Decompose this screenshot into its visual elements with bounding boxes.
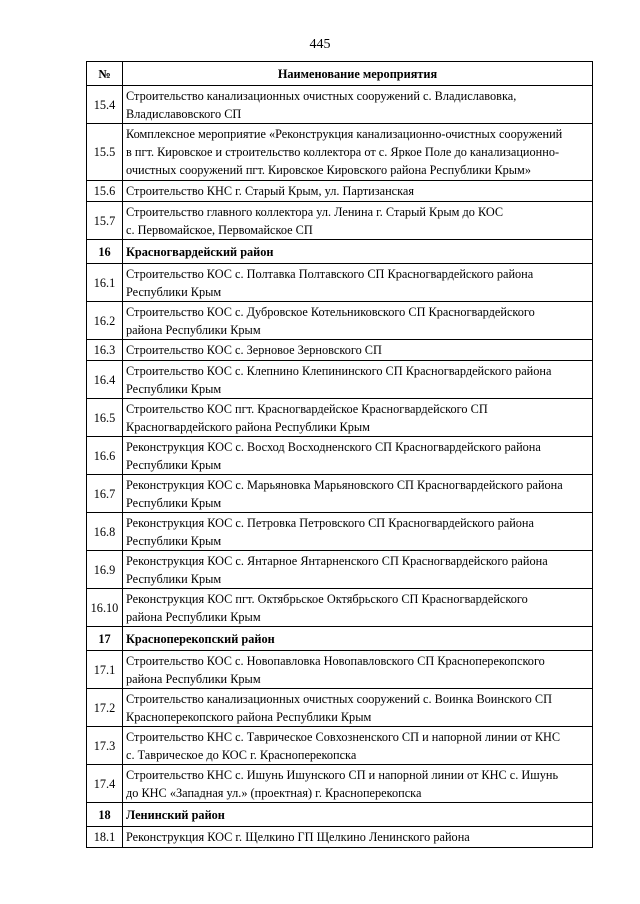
- measure-name: [123, 727, 593, 765]
- row-number: 16: [87, 240, 123, 264]
- measure-name: [123, 589, 593, 627]
- measure-name-line: Красноперекопский район: [126, 631, 275, 646]
- header-number: №: [87, 62, 123, 86]
- measure-name-line: Республики Крым: [126, 533, 222, 548]
- measure-name-line: Республики Крым: [126, 284, 222, 299]
- measure-name: [123, 475, 593, 513]
- measure-name-line: Строительство КНС с. Ишунь Ишунского СП и напорной линии от КНС с. Ишунь: [126, 767, 559, 782]
- measure-name: [123, 437, 593, 475]
- table-row: [87, 361, 593, 399]
- row-number: 16.5: [87, 399, 123, 437]
- row-number: 15.7: [87, 202, 123, 240]
- table-row: [87, 437, 593, 475]
- table-section-row: [87, 803, 593, 827]
- row-number: 16.2: [87, 302, 123, 340]
- measures-table: [86, 61, 593, 848]
- row-number: 16.4: [87, 361, 123, 399]
- measure-name-line: Строительство канализационных очистных сооружений с. Воинка Воинского СП: [126, 691, 552, 706]
- measure-name-line: Строительство КНС г. Старый Крым, ул. Партизанская: [126, 184, 415, 198]
- row-number: 16.10: [87, 589, 123, 627]
- table-row: [87, 689, 593, 727]
- table-row: [87, 340, 593, 361]
- page-number: 445: [309, 37, 331, 52]
- table-row: [87, 181, 593, 202]
- table-row: [87, 589, 593, 627]
- table-body: [87, 86, 593, 848]
- measure-name-line: Строительство канализационных очистных сооружений с. Владиславовка,: [126, 88, 517, 103]
- row-number: 15.4: [87, 86, 123, 124]
- measure-name-line: в пгт. Кировское и строительство коллектора от с. Яркое Поле до канализационно-: [126, 145, 560, 159]
- measure-name-line: Строительство КОС с. Полтавка Полтавского СП Красногвардейского района: [126, 266, 534, 281]
- measure-name: [123, 689, 593, 727]
- measure-name-line: Республики Крым: [126, 381, 222, 396]
- table-row: [87, 651, 593, 689]
- measure-name-line: Реконструкция КОС с. Марьяновка Марьяновского СП Красногвардейского района: [126, 477, 563, 492]
- measure-name: [123, 361, 593, 399]
- row-number: 17.2: [87, 689, 123, 727]
- measure-name-line: района Республики Крым: [126, 322, 261, 337]
- table-row: [87, 727, 593, 765]
- row-number: 16.8: [87, 513, 123, 551]
- measure-name: [123, 551, 593, 589]
- measure-name-line: Строительство КОС с. Дубровское Котельниковского СП Красногвардейского: [126, 304, 535, 319]
- measure-name-line: Строительство КОС с. Новопавловка Новопавловского СП Красноперекопского: [126, 653, 545, 668]
- table-row: [87, 827, 593, 848]
- row-number: 16.3: [87, 340, 123, 361]
- measure-name-line: Красноперекопского района Республики Крым: [126, 709, 372, 724]
- section-title: [123, 803, 593, 827]
- measure-name: [123, 302, 593, 340]
- row-number: 17.4: [87, 765, 123, 803]
- measure-name-line: района Республики Крым: [126, 609, 261, 624]
- table-section-row: [87, 627, 593, 651]
- table-row: [87, 264, 593, 302]
- section-title: [123, 627, 593, 651]
- measure-name-line: Реконструкция КОС с. Янтарное Янтарненского СП Красногвардейского района: [126, 553, 548, 568]
- measure-name-line: района Республики Крым: [126, 671, 261, 686]
- row-number: 16.6: [87, 437, 123, 475]
- measure-name: [123, 264, 593, 302]
- table-row: [87, 551, 593, 589]
- measure-name-line: до КНС «Западная ул.» (проектная) г. Красноперекопска: [126, 785, 422, 800]
- measure-name-line: Реконструкция КОС пгт. Октябрьское Октябрьского СП Красногвардейского: [126, 591, 528, 606]
- measure-name: [123, 765, 593, 803]
- measure-name: [123, 124, 593, 181]
- measure-name: [123, 86, 593, 124]
- row-number: 15.6: [87, 181, 123, 202]
- measure-name-line: с. Первомайское, Первомайское СП: [126, 222, 313, 237]
- measure-name: [123, 340, 593, 361]
- measure-name: [123, 827, 593, 848]
- measure-name-line: Комплексное мероприятие «Реконструкция канализационно-очистных сооружений: [126, 127, 563, 141]
- measure-name: [123, 513, 593, 551]
- table-row: [87, 124, 593, 181]
- table-row: [87, 399, 593, 437]
- row-number: 18.1: [87, 827, 123, 848]
- measure-name-line: Строительство КОС с. Клепнино Клепининского СП Красногвардейского района: [126, 363, 552, 378]
- table-row: [87, 513, 593, 551]
- measure-name-line: Строительство КОС пгт. Красногвардейское Красногвардейского СП: [126, 401, 488, 416]
- row-number: 17.1: [87, 651, 123, 689]
- row-number: 18: [87, 803, 123, 827]
- measure-name-line: Республики Крым: [126, 457, 222, 472]
- measure-name: [123, 651, 593, 689]
- measure-name-line: Красногвардейский район: [126, 244, 274, 259]
- header-measure-name: Наименование мероприятия: [123, 62, 593, 86]
- row-number: 17.3: [87, 727, 123, 765]
- row-number: 15.5: [87, 124, 123, 181]
- measure-name-line: Реконструкция КОС г. Щелкино ГП Щелкино Ленинского района: [126, 830, 470, 844]
- row-number: 16.7: [87, 475, 123, 513]
- measure-name-line: с. Таврическое до КОС г. Красноперекопска: [126, 747, 357, 762]
- table-row: [87, 202, 593, 240]
- row-number: 16.1: [87, 264, 123, 302]
- measure-name-line: Республики Крым: [126, 495, 222, 510]
- measure-name-line: Республики Крым: [126, 571, 222, 586]
- table-row: [87, 475, 593, 513]
- measure-name-line: очистных сооружений пгт. Кировское Кировского района Республики Крым»: [126, 163, 531, 177]
- measure-name-line: Строительство КОС с. Зерновое Зерновского СП: [126, 343, 382, 357]
- measure-name-line: Реконструкция КОС с. Восход Восходненского СП Красногвардейского района: [126, 439, 541, 454]
- table-section-row: [87, 240, 593, 264]
- measure-name-line: Строительство КНС с. Таврическое Совхозненского СП и напорной линии от КНС: [126, 729, 561, 744]
- measure-name-line: Ленинский район: [126, 807, 225, 822]
- measure-name-line: Строительство главного коллектора ул. Ленина г. Старый Крым до КОС: [126, 204, 504, 219]
- measure-name-line: Красногвардейского района Республики Крым: [126, 419, 370, 434]
- row-number: 16.9: [87, 551, 123, 589]
- row-number: 17: [87, 627, 123, 651]
- table-header-row: [87, 62, 593, 86]
- table-row: [87, 765, 593, 803]
- measure-name: [123, 181, 593, 202]
- measure-name: [123, 399, 593, 437]
- table-row: [87, 86, 593, 124]
- measure-name: [123, 202, 593, 240]
- measure-name-line: Реконструкция КОС с. Петровка Петровского СП Красногвардейского района: [126, 515, 534, 530]
- section-title: [123, 240, 593, 264]
- measure-name-line: Владиславовского СП: [126, 106, 242, 121]
- table-row: [87, 302, 593, 340]
